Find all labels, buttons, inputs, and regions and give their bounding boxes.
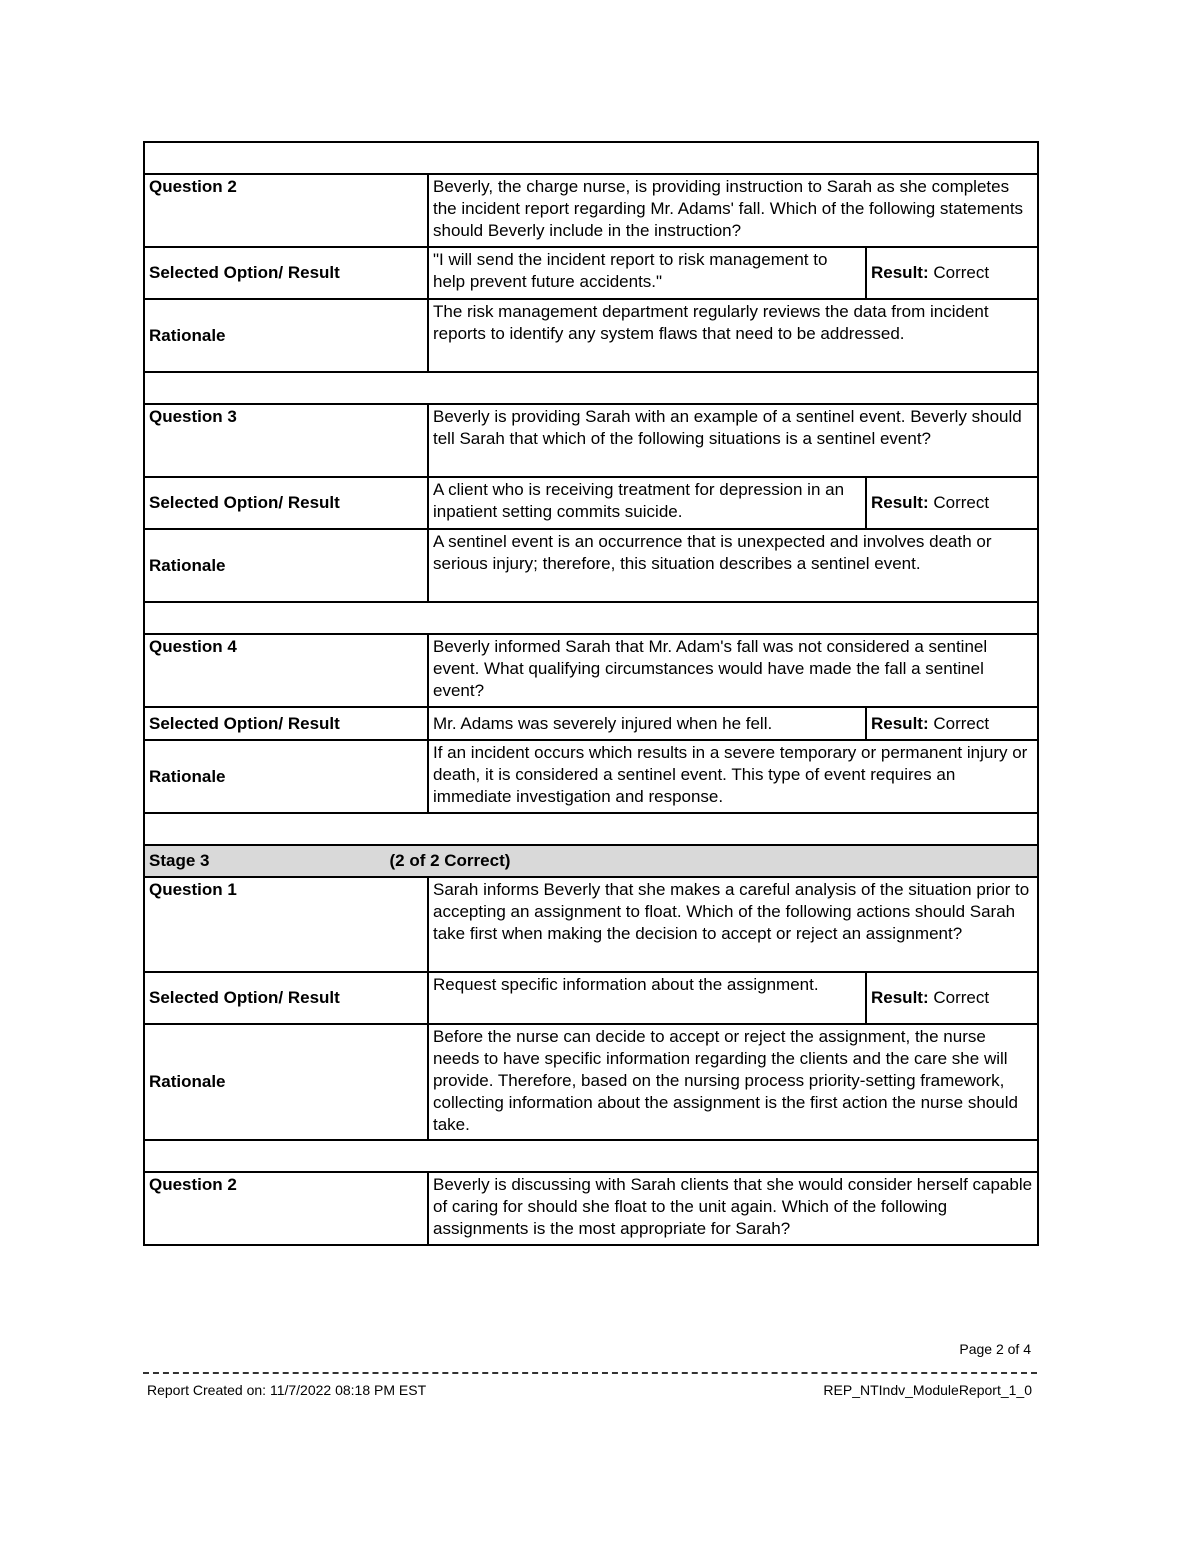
spacer-row — [144, 1140, 1038, 1172]
rationale-text: The risk management department regularly reviews the data from incident reports to identify any system flaws that need to be addressed. — [428, 299, 1038, 372]
stage-header-row — [144, 845, 1038, 877]
question-row — [144, 634, 1038, 707]
selected-option-text: Mr. Adams was severely injured when he fell. — [428, 707, 866, 740]
result-cell — [866, 707, 1038, 740]
result-cell — [866, 972, 1038, 1024]
question-label: Question 3 — [144, 404, 428, 477]
result-label: Result: — [871, 263, 929, 282]
rationale-row — [144, 299, 1038, 372]
selected-option-label: Selected Option/ Result — [144, 972, 428, 1024]
page-number: Page 2 of 4 — [959, 1341, 1031, 1357]
report-id: REP_NTIndv_ModuleReport_1_0 — [823, 1382, 1032, 1398]
rationale-text: Before the nurse can decide to accept or reject the assignment, the nurse needs to have specific information regarding the clients and the care she will provide. Therefore, based on the nursing process priority-setting framework, collecting information about the assignment is the first action the nurse should take. — [428, 1024, 1038, 1140]
selected-option-text: "I will send the incident report to risk management to help prevent future accidents." — [428, 247, 866, 299]
spacer-row — [144, 372, 1038, 404]
question-row — [144, 404, 1038, 477]
rationale-row — [144, 1024, 1038, 1140]
selected-option-row — [144, 477, 1038, 529]
question-text: Beverly informed Sarah that Mr. Adam's fall was not considered a sentinel event. What qualifying circumstances would have made the fall a sentinel event? — [428, 634, 1038, 707]
rationale-label: Rationale — [144, 299, 428, 372]
result-label: Result: — [871, 713, 929, 733]
result-value: Correct — [933, 493, 990, 512]
module-report-table — [143, 141, 1039, 1246]
result-label: Result: — [871, 988, 929, 1007]
result-cell — [866, 247, 1038, 299]
question-label: Question 2 — [144, 1172, 428, 1245]
rationale-text: If an incident occurs which results in a severe temporary or permanent injury or death, it is considered a sentinel event. This type of event requires an immediate investigation and response. — [428, 740, 1038, 813]
question-text: Sarah informs Beverly that she makes a careful analysis of the situation prior to accepting an assignment to float. Which of the following actions should Sarah take first when making the decision to accept or reject an assignment? — [428, 877, 1038, 972]
rationale-label: Rationale — [144, 529, 428, 602]
question-label: Question 4 — [144, 634, 428, 707]
selected-option-row — [144, 972, 1038, 1024]
question-label: Question 2 — [144, 174, 428, 247]
selected-option-row — [144, 707, 1038, 740]
stage-header — [144, 845, 1038, 877]
question-text: Beverly is providing Sarah with an example of a sentinel event. Beverly should tell Sarah that which of the following situations is a sentinel event? — [428, 404, 1038, 477]
spacer-row — [144, 813, 1038, 845]
spacer-row — [144, 602, 1038, 634]
result-value: Correct — [933, 263, 990, 282]
question-row — [144, 1172, 1038, 1245]
selected-option-label: Selected Option/ Result — [144, 247, 428, 299]
report-created-date: Report Created on: 11/7/2022 08:18 PM EST — [147, 1382, 427, 1398]
rationale-label: Rationale — [144, 1024, 428, 1140]
question-row — [144, 877, 1038, 972]
rationale-label: Rationale — [144, 740, 428, 813]
selected-option-label: Selected Option/ Result — [144, 477, 428, 529]
question-label: Question 1 — [144, 877, 428, 972]
selected-option-text: Request specific information about the assignment. — [428, 972, 866, 1024]
rationale-row — [144, 529, 1038, 602]
footer-divider — [143, 1372, 1037, 1374]
spacer-row — [144, 142, 1038, 174]
rationale-row — [144, 740, 1038, 813]
result-value: Correct — [933, 713, 990, 733]
stage-title: Stage 3 — [149, 851, 210, 870]
rationale-text: A sentinel event is an occurrence that is unexpected and involves death or serious injury; therefore, this situation describes a sentinel event. — [428, 529, 1038, 602]
result-value: Correct — [933, 988, 990, 1007]
result-label: Result: — [871, 493, 929, 512]
selected-option-text: A client who is receiving treatment for depression in an inpatient setting commits suicide. — [428, 477, 866, 529]
selected-option-row — [144, 247, 1038, 299]
question-text: Beverly is discussing with Sarah clients that she would consider herself capable of caring for should she float to the unit again. Which of the following assignments is the most appropriate for Sarah? — [428, 1172, 1038, 1245]
question-row — [144, 174, 1038, 247]
result-cell — [866, 477, 1038, 529]
stage-score: (2 of 2 Correct) — [389, 851, 511, 870]
selected-option-label: Selected Option/ Result — [144, 707, 428, 740]
question-text: Beverly, the charge nurse, is providing instruction to Sarah as she completes the incident report regarding Mr. Adams' fall. Which of the following statements should Beverly include in the instruction? — [428, 174, 1038, 247]
